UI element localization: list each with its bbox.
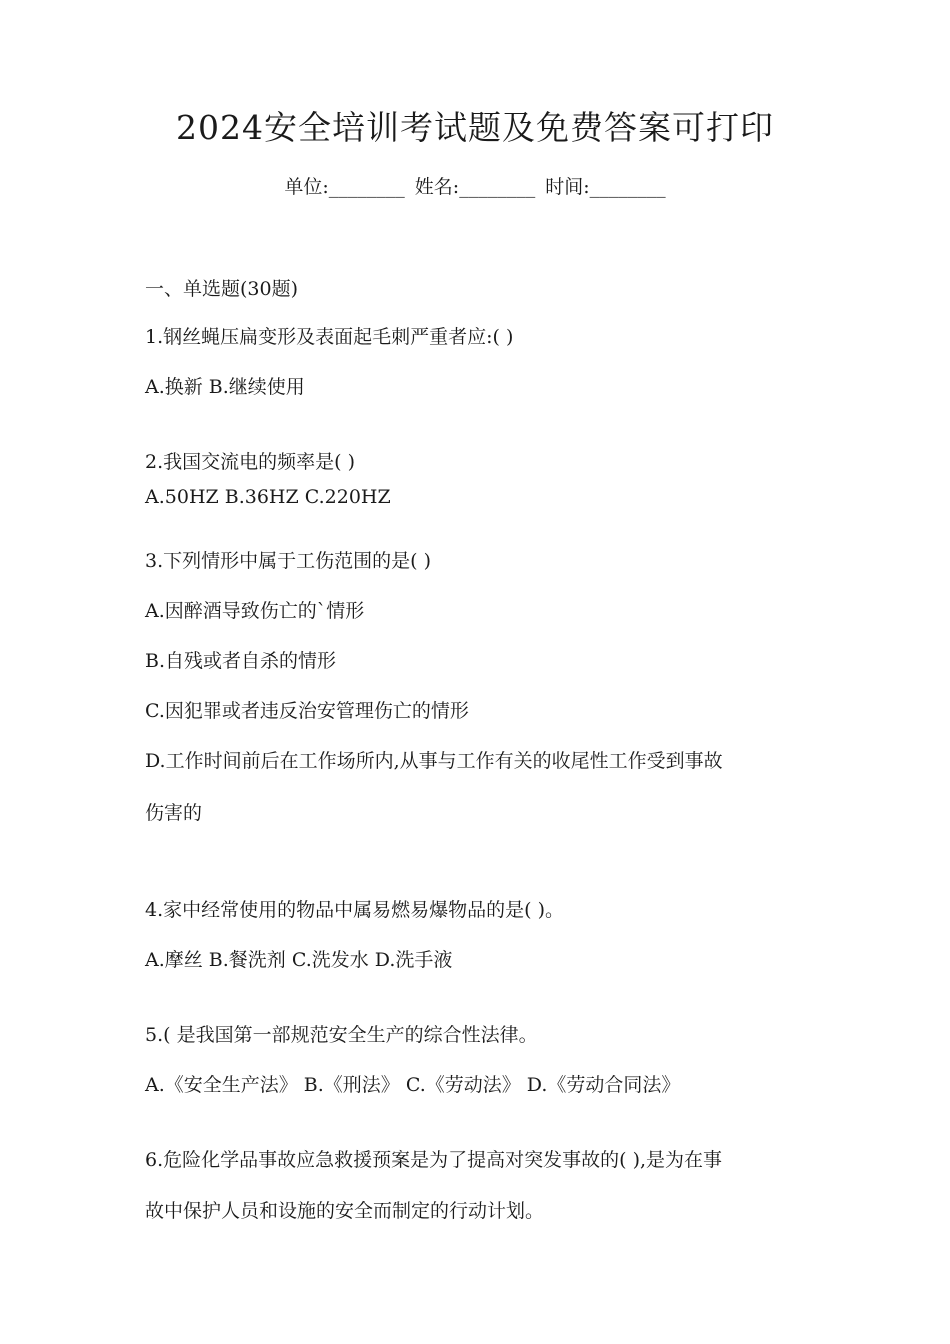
question-3: 3.下列情形中属于工伤范围的是( ) [145, 550, 431, 572]
question-3-option-d: D.工作时间前后在工作场所内,从事与工作有关的收尾性工作受到事故 [145, 750, 723, 772]
question-4: 4.家中经常使用的物品中属易燃易爆物品的是( )。 [145, 899, 564, 921]
question-5: 5.( 是我国第一部规范安全生产的综合性法律。 [145, 1024, 538, 1046]
name-field: 姓名:________ [414, 176, 536, 198]
question-2: 2.我国交流电的频率是( ) [145, 451, 355, 473]
question-5-options: A.《安全生产法》 B.《刑法》 C.《劳动法》 D.《劳动合同法》 [145, 1074, 681, 1096]
question-3-option-a: A.因醉酒导致伤亡的`情形 [145, 600, 365, 622]
section-heading: 一、单选题(30题) [145, 278, 299, 300]
question-2-options: A.50HZ B.36HZ C.220HZ [145, 486, 391, 508]
info-fields [0, 172, 950, 199]
question-6-cont: 故中保护人员和设施的安全而制定的行动计划。 [145, 1200, 545, 1222]
time-field: 时间:________ [545, 176, 666, 198]
unit-field: 单位:________ [284, 176, 405, 198]
question-1: 1.钢丝蝇压扁变形及表面起毛刺严重者应:( ) [145, 326, 514, 348]
question-3-option-c: C.因犯罪或者违反治安管理伤亡的情形 [145, 700, 469, 722]
question-3-option-d-cont: 伤害的 [145, 802, 203, 824]
document-title: 2024安全培训考试题及免费答案可打印 [176, 108, 774, 147]
question-6: 6.危险化学品事故应急救援预案是为了提高对突发事故的( ),是为在事 [145, 1149, 723, 1171]
question-3-option-b: B.自残或者自杀的情形 [145, 650, 337, 672]
question-4-options: A.摩丝 B.餐洗剂 C.洗发水 D.洗手液 [145, 949, 453, 971]
question-1-options: A.换新 B.继续使用 [145, 376, 305, 398]
